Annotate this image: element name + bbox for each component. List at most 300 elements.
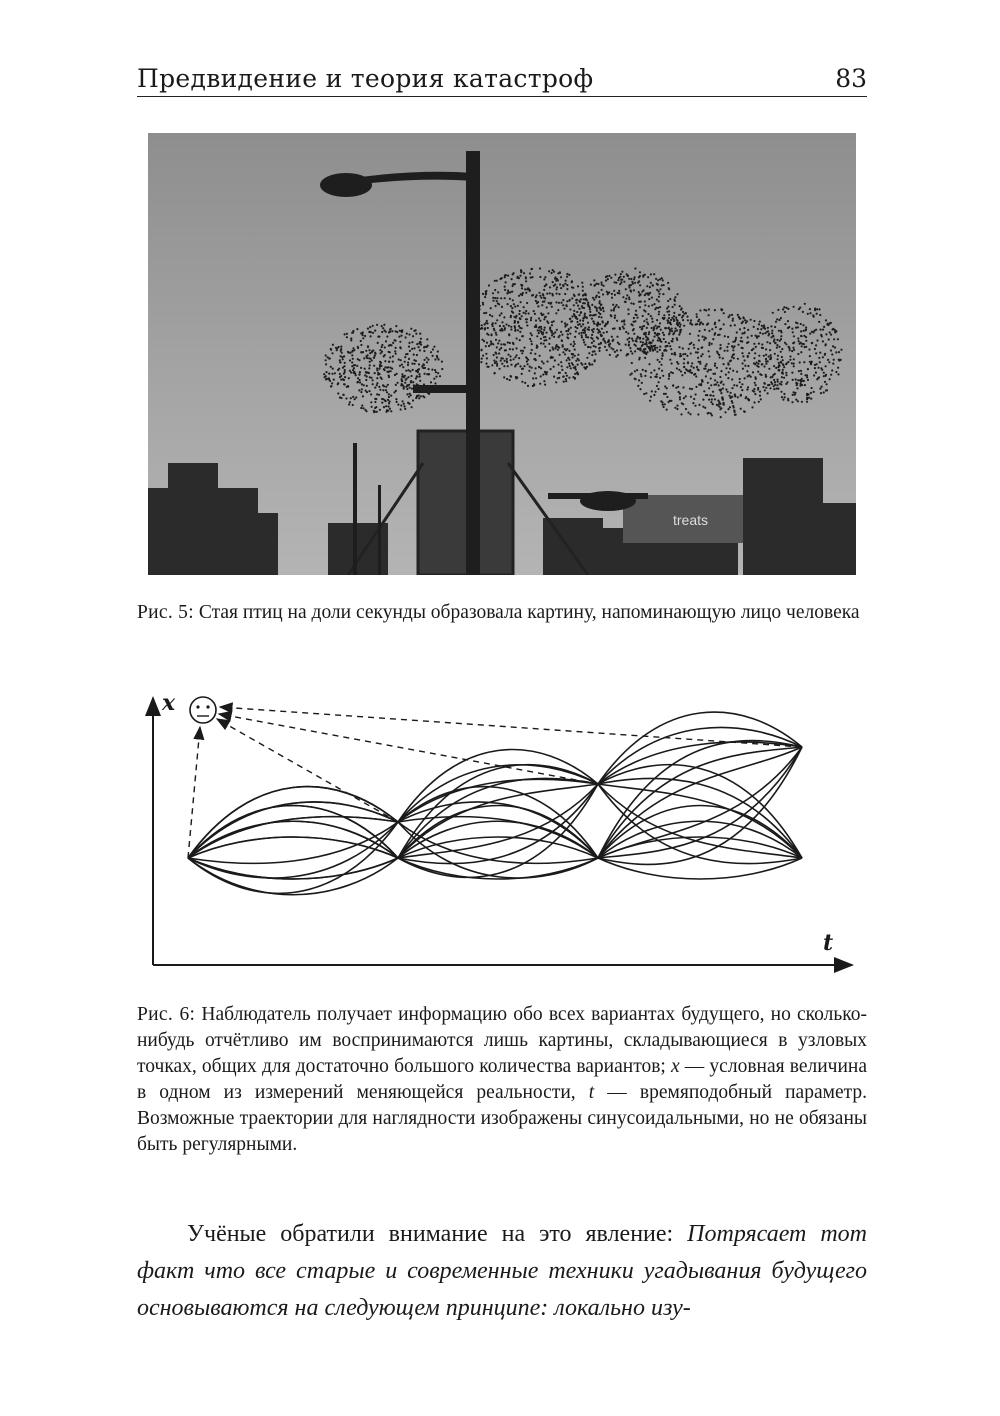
bird-dot-2196 (732, 370, 734, 372)
bird-dot-1520 (600, 281, 602, 283)
bird-dot-447 (370, 377, 372, 379)
bird-dot-2337 (821, 386, 823, 388)
bird-dot-1453 (632, 340, 634, 342)
bird-dot-2298 (817, 367, 819, 369)
bird-dot-408 (328, 373, 330, 375)
bird-dot-1872 (746, 370, 748, 372)
bird-dot-1021 (530, 319, 532, 321)
bird-dot-395 (374, 353, 376, 355)
bird-dot-1923 (710, 377, 712, 379)
bird-dot-2421 (753, 357, 755, 359)
bird-dot-791 (544, 384, 546, 386)
bird-dot-1586 (590, 337, 592, 339)
bird-dot-1210 (643, 320, 645, 322)
bird-dot-2028 (686, 355, 688, 357)
bird-dot-2245 (803, 330, 805, 332)
bird-dot-2392 (781, 348, 783, 350)
bird-dot-1511 (638, 280, 640, 282)
bird-dot-1594 (662, 279, 664, 281)
bird-dot-2024 (671, 330, 673, 332)
figure-5-caption-text: Стая птиц на доли секунды образовала картину, напоминающую лицо человека (198, 602, 860, 623)
bird-dot-1475 (613, 309, 615, 311)
bird-dot-968 (572, 356, 574, 358)
bird-dot-2460 (780, 338, 782, 340)
bird-dot-934 (596, 310, 598, 312)
bird-dot-2454 (797, 379, 799, 381)
bird-dot-279 (419, 349, 421, 351)
bird-dot-1175 (543, 329, 545, 331)
bird-dot-1350 (625, 288, 627, 290)
bird-dot-878 (509, 355, 511, 357)
bird-dot-668 (593, 345, 595, 347)
bird-dot-785 (547, 312, 549, 314)
bird-dot-1126 (557, 309, 559, 311)
bird-dot-864 (550, 368, 552, 370)
bird-dot-687 (546, 293, 548, 295)
bird-dot-2149 (745, 396, 747, 398)
bird-dot-819 (494, 297, 496, 299)
bird-dot-2364 (807, 379, 809, 381)
bird-dot-911 (521, 287, 523, 289)
bird-dot-2396 (792, 394, 794, 396)
bird-dot-2445 (812, 314, 814, 316)
bird-dot-525 (548, 270, 550, 272)
bird-dot-779 (526, 360, 528, 362)
bird-dot-320 (364, 374, 366, 376)
bird-dot-2104 (686, 316, 688, 318)
bird-dot-798 (551, 321, 553, 323)
bird-dot-886 (493, 354, 495, 356)
bird-dot-1726 (702, 323, 704, 325)
bird-dot-1712 (668, 378, 670, 380)
bird-dot-1706 (702, 406, 704, 408)
bird-dot-1161 (518, 325, 520, 327)
bird-dot-2043 (719, 334, 721, 336)
bird-dot-2419 (837, 367, 839, 369)
bird-dot-2350 (781, 356, 783, 358)
bird-dot-1376 (648, 305, 650, 307)
bird-dot-2472 (812, 331, 814, 333)
bird-dot-940 (531, 334, 533, 336)
bird-dot-591 (536, 335, 538, 337)
bird-dot-1399 (634, 282, 636, 284)
bird-dot-375 (400, 359, 402, 361)
bird-dot-1132 (517, 305, 519, 307)
bird-dot-150 (409, 350, 411, 352)
bird-dot-2164 (671, 362, 673, 364)
bird-dot-2342 (778, 346, 780, 348)
bird-dot-728 (543, 380, 545, 382)
bird-dot-2326 (780, 381, 782, 383)
bird-dot-246 (438, 358, 440, 360)
bird-dot-1734 (668, 375, 670, 377)
bird-dot-371 (358, 374, 360, 376)
bird-dot-1156 (574, 366, 576, 368)
bird-dot-665 (569, 365, 571, 367)
bird-dot-1158 (568, 377, 570, 379)
bird-dot-895 (511, 310, 513, 312)
bird-dot-2213 (770, 376, 772, 378)
bird-dot-270 (372, 379, 374, 381)
bird-dot-2186 (719, 344, 721, 346)
bird-dot-1000 (591, 363, 593, 365)
bird-dot-2198 (731, 356, 733, 358)
bird-dot-1557 (627, 308, 629, 310)
bird-dot-2285 (825, 333, 827, 335)
bird-dot-2487 (801, 384, 803, 386)
bird-dot-1477 (629, 347, 631, 349)
bird-dot-1381 (601, 289, 603, 291)
bird-dot-491 (376, 377, 378, 379)
bird-dot-938 (520, 293, 522, 295)
bird-dot-1049 (561, 339, 563, 341)
bird-dot-967 (544, 346, 546, 348)
bird-dot-1438 (582, 294, 584, 296)
bird-dot-1813 (724, 411, 726, 413)
bird-dot-296 (405, 379, 407, 381)
bird-dot-2329 (811, 361, 813, 363)
bird-dot-1458 (673, 332, 675, 334)
bird-dot-718 (565, 280, 567, 282)
bird-dot-1824 (734, 324, 736, 326)
bird-dot-1624 (714, 363, 716, 365)
bird-dot-340 (408, 342, 410, 344)
bird-dot-1495 (673, 298, 675, 300)
bird-dot-1810 (689, 388, 691, 390)
bird-dot-2115 (702, 353, 704, 355)
bird-dot-999 (481, 324, 483, 326)
bird-dot-250 (359, 381, 361, 383)
bird-dot-2049 (664, 403, 666, 405)
bird-dot-1901 (716, 351, 718, 353)
bird-dot-2358 (788, 347, 790, 349)
bird-dot-392 (405, 336, 407, 338)
bird-dot-132 (376, 393, 378, 395)
bird-dot-1914 (751, 335, 753, 337)
bird-dot-2465 (822, 329, 824, 331)
bird-dot-1456 (604, 346, 606, 348)
bird-dot-1641 (722, 383, 724, 385)
bird-dot-72 (372, 332, 374, 334)
bird-dot-1584 (598, 316, 600, 318)
bird-dot-1928 (685, 395, 687, 397)
bird-dot-673 (577, 364, 579, 366)
bird-dot-1957 (747, 375, 749, 377)
bird-dot-2144 (718, 403, 720, 405)
bird-dot-2335 (808, 393, 810, 395)
bird-dot-477 (345, 397, 347, 399)
bird-dot-467 (419, 341, 421, 343)
arrow-from-start (188, 727, 200, 858)
bird-dot-1171 (535, 359, 537, 361)
bird-dot-2323 (827, 359, 829, 361)
bird-dot-794 (570, 343, 572, 345)
bird-dot-476 (346, 386, 348, 388)
bird-dot-1085 (519, 331, 521, 333)
bird-dot-721 (509, 298, 511, 300)
bird-dot-1591 (581, 336, 583, 338)
bird-dot-1915 (755, 384, 757, 386)
bird-dot-2253 (819, 329, 821, 331)
bird-dot-2139 (637, 337, 639, 339)
figure-6-caption-part-1: Наблюдатель получает информацию обо всех вариантах будущего, но сколько-нибудь отчётливо им воспринимаются лишь картины, складывающиеся в узловых точках, общих для достаточно большого количества вариантов; (137, 1004, 867, 1077)
bird-dot-1550 (630, 350, 632, 352)
bird-dot-1019 (568, 363, 570, 365)
bird-dot-69 (434, 369, 436, 371)
bird-dot-873 (529, 366, 531, 368)
bird-dot-1602 (729, 406, 731, 408)
bird-dot-1539 (639, 349, 641, 351)
bird-dot-1133 (483, 312, 485, 314)
bird-dot-1469 (676, 319, 678, 321)
bird-dot-2482 (792, 342, 794, 344)
bird-dot-180 (410, 375, 412, 377)
bird-dot-1552 (668, 333, 670, 335)
bird-dot-198 (391, 330, 393, 332)
bird-dot-2462 (830, 374, 832, 376)
bird-dot-1525 (574, 314, 576, 316)
symbol-x: x (670, 1056, 680, 1077)
bird-dot-1758 (777, 381, 779, 383)
bird-dot-879 (599, 347, 601, 349)
bird-dot-2023 (700, 355, 702, 357)
bird-dot-1160 (507, 354, 509, 356)
bird-dot-480 (376, 367, 378, 369)
bird-dot-283 (400, 404, 402, 406)
bird-dot-1729 (708, 355, 710, 357)
bird-dot-2132 (637, 385, 639, 387)
bird-dot-2439 (785, 307, 787, 309)
bird-dot-1941 (673, 315, 675, 317)
bird-dot-553 (497, 342, 499, 344)
bird-dot-1207 (605, 280, 607, 282)
bird-dot-2219 (810, 392, 812, 394)
bird-dot-2095 (675, 387, 677, 389)
bird-dot-2412 (796, 322, 798, 324)
bird-dot-147 (383, 324, 385, 326)
bird-dot-2301 (772, 335, 774, 337)
bird-dot-1565 (617, 292, 619, 294)
bird-dot-1177 (551, 334, 553, 336)
bird-dot-1367 (627, 275, 629, 277)
bird-dot-1478 (669, 298, 671, 300)
trajectory-curve-36 (598, 712, 802, 784)
bird-dot-1181 (562, 284, 564, 286)
bird-dot-752 (546, 320, 548, 322)
bird-dot-601 (545, 332, 547, 334)
bird-dot-1145 (512, 285, 514, 287)
bird-dot-1711 (681, 374, 683, 376)
bird-dot-1769 (710, 369, 712, 371)
bird-dot-1064 (520, 270, 522, 272)
bird-dot-1755 (767, 327, 769, 329)
bird-dot-783 (558, 293, 560, 295)
bird-dot-107 (351, 350, 353, 352)
bird-dot-413 (389, 367, 391, 369)
bird-dot-751 (499, 349, 501, 351)
trajectory-curve-19 (398, 765, 598, 822)
bird-dot-760 (560, 302, 562, 304)
bird-dot-1585 (579, 319, 581, 321)
bird-dot-232 (365, 410, 367, 412)
bird-dot-1204 (602, 339, 604, 341)
bird-dot-2076 (664, 385, 666, 387)
bird-dot-922 (521, 285, 523, 287)
bird-dot-1820 (740, 337, 742, 339)
bird-dot-1345 (607, 341, 609, 343)
bird-dot-2241 (816, 339, 818, 341)
bird-dot-994 (523, 365, 525, 367)
body-plain-text: Учёные обратили внимание на это явление: (187, 1221, 688, 1247)
bird-dot-260 (408, 333, 410, 335)
bird-dot-613 (509, 342, 511, 344)
bird-dot-2007 (678, 391, 680, 393)
bird-dot-685 (538, 332, 540, 334)
bird-dot-227 (392, 355, 394, 357)
bird-dot-1237 (584, 327, 586, 329)
bird-dot-373 (373, 411, 375, 413)
bird-dot-867 (556, 344, 558, 346)
bird-dot-1165 (571, 281, 573, 283)
bird-dot-306 (406, 384, 408, 386)
bird-dot-1985 (656, 376, 658, 378)
bird-dot-1730 (676, 329, 678, 331)
bird-dot-2256 (769, 349, 771, 351)
bird-dot-1426 (663, 284, 665, 286)
bird-dot-393 (428, 373, 430, 375)
bird-dot-741 (549, 286, 551, 288)
bird-dot-1695 (727, 391, 729, 393)
bird-dot-1571 (595, 314, 597, 316)
bird-dot-2099 (689, 343, 691, 345)
bird-dot-684 (519, 365, 521, 367)
bird-dot-1025 (540, 297, 542, 299)
bird-dot-2489 (830, 349, 832, 351)
bird-dot-693 (554, 331, 556, 333)
bird-dot-1891 (759, 395, 761, 397)
bird-dot-322 (330, 385, 332, 387)
bird-dot-2450 (819, 352, 821, 354)
bird-dot-2125 (658, 333, 660, 335)
bird-dot-971 (574, 295, 576, 297)
bird-dot-1534 (634, 276, 636, 278)
bird-dot-2391 (777, 355, 779, 357)
bird-dot-37 (419, 333, 421, 335)
bird-dot-1007 (555, 280, 557, 282)
bird-dot-1626 (708, 330, 710, 332)
bird-dot-2119 (689, 369, 691, 371)
bird-dot-110 (418, 346, 420, 348)
bird-dot-1433 (591, 304, 593, 306)
bird-dot-2145 (731, 345, 733, 347)
bird-dot-2143 (676, 408, 678, 410)
bird-dot-1613 (655, 325, 657, 327)
bird-dot-1457 (668, 288, 670, 290)
bird-dot-2064 (710, 412, 712, 414)
bird-dot-1612 (643, 393, 645, 395)
bird-dot-1447 (658, 311, 660, 313)
bird-dot-1273 (623, 276, 625, 278)
bird-dot-669 (578, 359, 580, 361)
bird-dot-2169 (661, 401, 663, 403)
bird-dot-1493 (653, 273, 655, 275)
bird-dot-1402 (679, 326, 681, 328)
bird-dot-2473 (805, 336, 807, 338)
bird-dot-2059 (740, 408, 742, 410)
bird-dot-1519 (606, 331, 608, 333)
bird-dot-2179 (702, 336, 704, 338)
bird-dot-1388 (646, 318, 648, 320)
bird-dot-1178 (514, 327, 516, 329)
bird-dot-60 (368, 367, 370, 369)
bird-dot-1336 (622, 326, 624, 328)
bird-dot-1483 (649, 286, 651, 288)
bird-dot-1110 (565, 330, 567, 332)
bird-dot-972 (514, 321, 516, 323)
bird-dot-470 (380, 352, 382, 354)
bird-dot-292 (441, 361, 443, 363)
bird-dot-1086 (496, 356, 498, 358)
bird-dot-2444 (825, 365, 827, 367)
bird-dot-2378 (769, 387, 771, 389)
bird-dot-1162 (569, 318, 571, 320)
bird-dot-1195 (511, 278, 513, 280)
bird-dot-1912 (656, 385, 658, 387)
bird-dot-729 (566, 366, 568, 368)
bird-dot-577 (601, 328, 603, 330)
bird-dot-1998 (720, 308, 722, 310)
bird-dot-845 (575, 360, 577, 362)
bird-dot-1033 (529, 338, 531, 340)
bird-dot-1248 (659, 293, 661, 295)
bird-dot-2480 (802, 311, 804, 313)
bird-dot-802 (559, 372, 561, 374)
bird-dot-1467 (608, 291, 610, 293)
bird-dot-89 (346, 336, 348, 338)
bird-dot-208 (337, 383, 339, 385)
bird-dot-1446 (674, 304, 676, 306)
bird-dot-2354 (800, 351, 802, 353)
bird-dot-2266 (789, 349, 791, 351)
bird-dot-1305 (593, 279, 595, 281)
bird-dot-817 (540, 338, 542, 340)
bird-dot-875 (491, 315, 493, 317)
bird-dot-1922 (683, 362, 685, 364)
bird-dot-80 (344, 362, 346, 364)
bird-dot-868 (537, 305, 539, 307)
bird-dot-1119 (555, 288, 557, 290)
bird-dot-767 (574, 349, 576, 351)
bird-dot-1492 (652, 285, 654, 287)
bird-dot-471 (390, 328, 392, 330)
bird-dot-1046 (568, 357, 570, 359)
bird-dot-2228 (818, 308, 820, 310)
figure-5-label: Рис. 5: (137, 602, 194, 623)
bird-dot-838 (532, 377, 534, 379)
bird-dot-1440 (608, 275, 610, 277)
bird-dot-2422 (780, 335, 782, 337)
bird-dot-298 (422, 395, 424, 397)
bird-dot-1191 (540, 331, 542, 333)
bird-dot-2498 (815, 372, 817, 374)
bird-dot-2101 (665, 341, 667, 343)
trajectory-curve-37 (598, 727, 802, 784)
bird-dot-1767 (728, 343, 730, 345)
bird-dot-1661 (744, 377, 746, 379)
bird-dot-1010 (582, 323, 584, 325)
bird-dot-5 (371, 406, 373, 408)
bird-dot-1214 (630, 278, 632, 280)
